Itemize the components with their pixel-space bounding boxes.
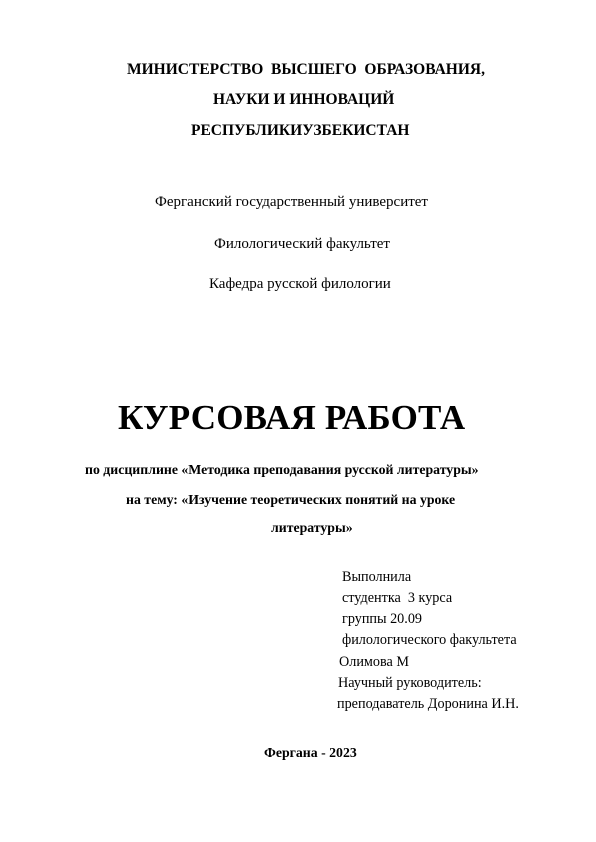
author-performed-by: Выполнила <box>342 569 412 585</box>
document-title: КУРСОВАЯ РАБОТА <box>118 398 466 437</box>
author-faculty: филологического факультета <box>342 632 517 648</box>
author-group: группы 20.09 <box>342 611 423 627</box>
ministry-heading-line-1: МИНИСТЕРСТВО ВЫСШЕГО ОБРАЗОВАНИЯ, <box>127 61 485 78</box>
author-course: студентка 3 курса <box>342 590 453 606</box>
discipline-line: по дисциплине «Методика преподавания русской литературы» <box>85 462 479 477</box>
ministry-heading-line-2: НАУКИ И ИННОВАЦИЙ <box>213 91 395 108</box>
supervisor-name: преподаватель Доронина И.Н. <box>337 696 519 712</box>
faculty-name: Филологический факультет <box>214 236 390 252</box>
supervisor-label: Научный руководитель: <box>338 675 482 691</box>
topic-line-2: литературы» <box>271 520 353 535</box>
city-year: Фергана - 2023 <box>264 745 357 760</box>
author-name: Олимова М <box>339 654 409 670</box>
department-name: Кафедра русской филологии <box>209 276 391 292</box>
topic-line-1: на тему: «Изучение теоретических понятий на уроке <box>126 492 456 507</box>
university-name: Ферганский государственный университет <box>155 194 428 210</box>
ministry-heading-line-3: РЕСПУБЛИКИУЗБЕКИСТАН <box>191 122 410 139</box>
